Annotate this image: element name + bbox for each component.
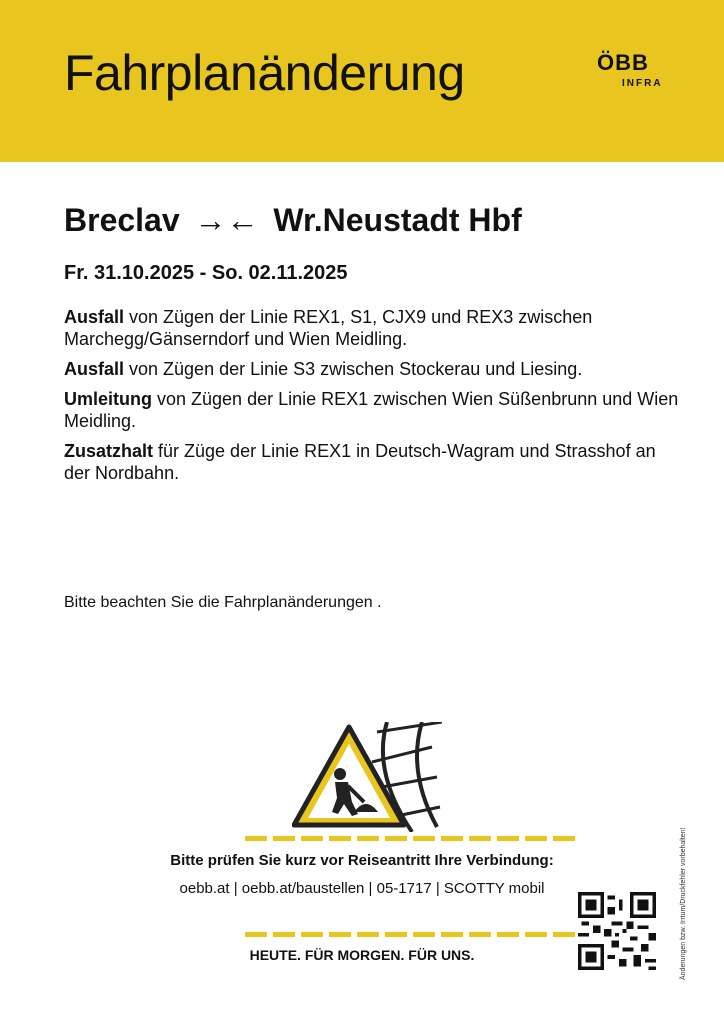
logo-main-text: ÖBB: [597, 50, 649, 75]
notice-keyword: Ausfall: [64, 307, 125, 327]
header-banner: [0, 0, 724, 162]
dash-divider-bottom: [245, 932, 575, 937]
date-range: Fr. 31.10.2025 - So. 02.11.2025: [64, 262, 348, 284]
disclaimer-text: Änderungen bzw. Irrtum/Druckfehler vorbehalten!: [680, 827, 687, 980]
footnote-text: Bitte beachten Sie die Fahrplanänderungen .: [64, 594, 382, 611]
notice-item: [64, 358, 684, 380]
route-to: Wr.Neustadt Hbf: [273, 202, 522, 238]
route-title: [64, 202, 522, 239]
construction-worker-sign-icon: [292, 722, 442, 832]
dash-divider-top: [245, 836, 575, 841]
notice-keyword: Zusatzhalt: [64, 441, 154, 461]
notice-item: [64, 388, 684, 432]
notice-keyword: Ausfall: [64, 359, 125, 379]
slogan-text: HEUTE. FÜR MORGEN. FÜR UNS.: [249, 947, 475, 963]
notice-item: [64, 440, 684, 484]
check-connection-text: Bitte prüfen Sie kurz vor Reiseantritt Ihre Verbindung:: [170, 852, 554, 869]
route-from: Breclav: [64, 202, 180, 238]
oebb-logo: [597, 52, 667, 98]
qr-code-icon[interactable]: [578, 892, 656, 970]
logo-sub-text: INFRA: [622, 78, 663, 89]
notice-list: [64, 306, 684, 492]
page-title: Fahrplanänderung: [64, 45, 465, 101]
notice-text: von Zügen der Linie S3 zwischen Stockerau und Liesing.: [124, 359, 583, 379]
contact-links[interactable]: oebb.at | oebb.at/baustellen | 05-1717 | SCOTTY mobil: [179, 880, 545, 897]
route-arrows-icon: →←: [194, 202, 259, 238]
notice-keyword: Umleitung: [64, 389, 152, 409]
notice-text: von Zügen der Linie REX1, S1, CJX9 und REX3 zwischen Marchegg/Gänserndorf und Wien Meidling.: [64, 307, 593, 349]
notice-text: für Züge der Linie REX1 in Deutsch-Wagram und Strasshof an der Nordbahn.: [64, 441, 656, 483]
notice-text: von Zügen der Linie REX1 zwischen Wien Süßenbrunn und Wien Meidling.: [64, 389, 679, 431]
notice-item: [64, 306, 684, 350]
